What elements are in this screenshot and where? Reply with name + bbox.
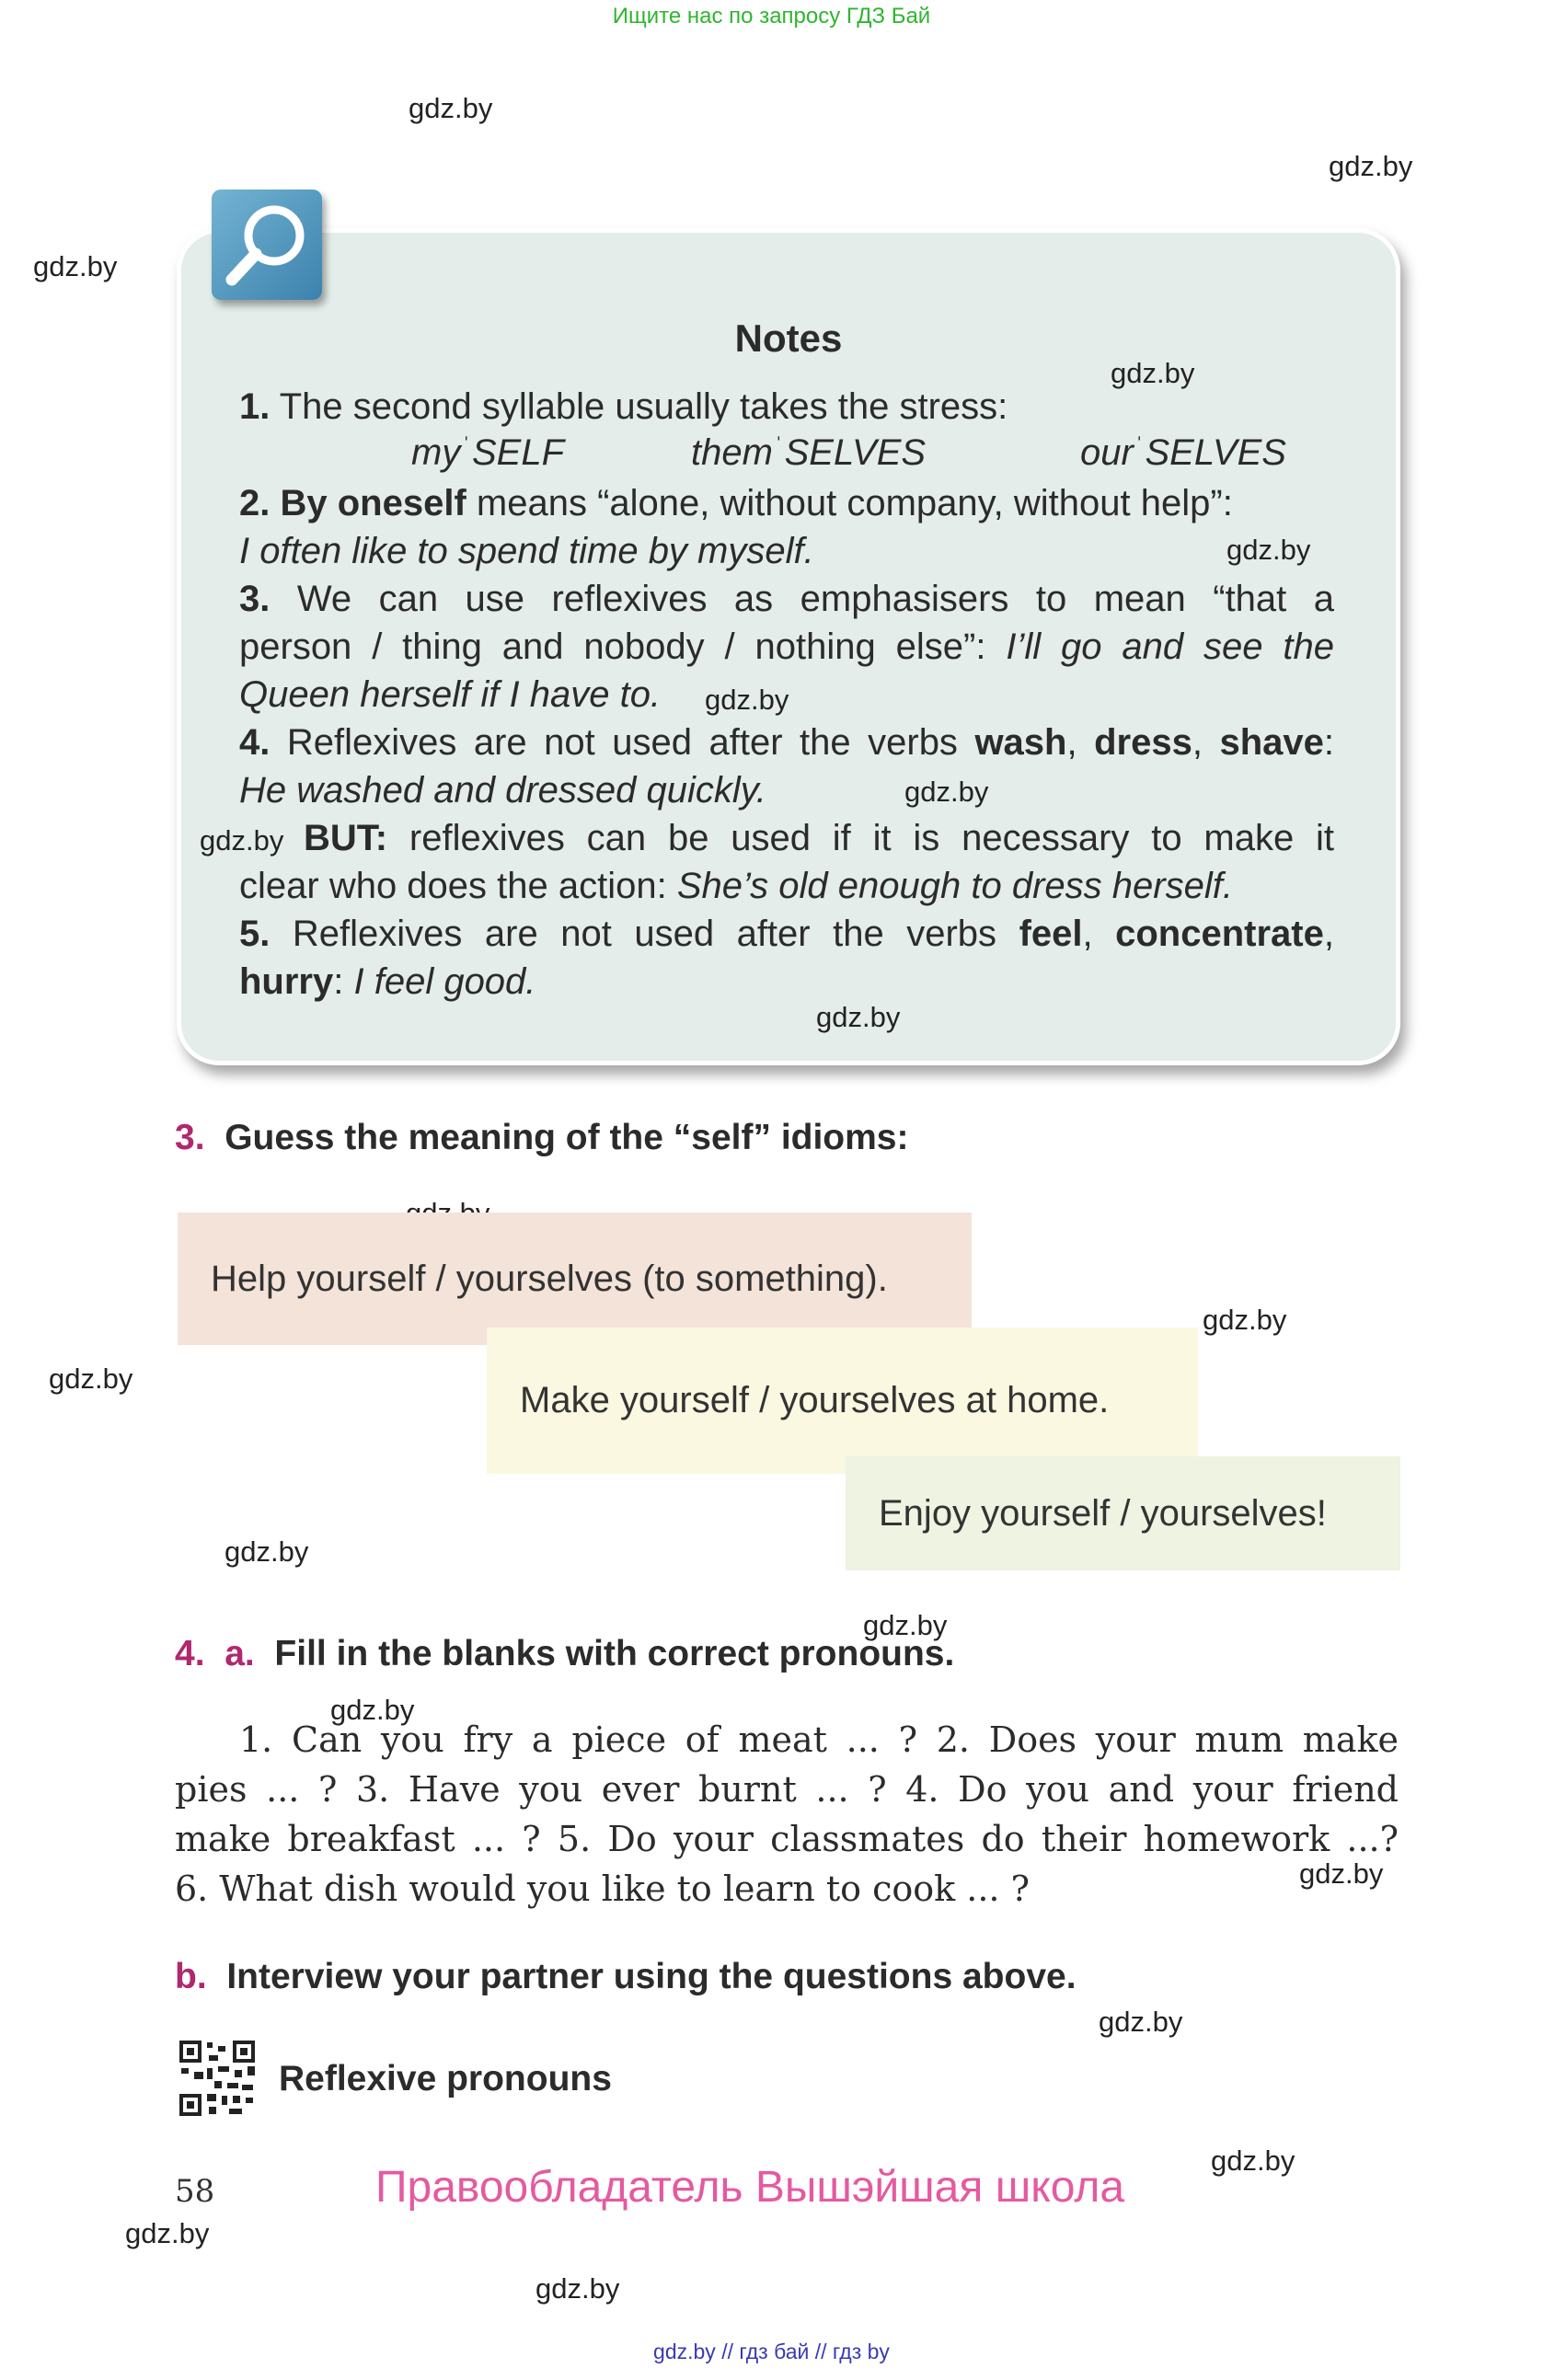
watermark: gdz.by (33, 250, 118, 282)
note-3-line-1: 3. We can use reflexives as emphasisers to mean “that a (239, 579, 1334, 619)
watermark: gdz.by (1329, 150, 1413, 182)
note-number: 1. (239, 386, 271, 427)
watermark: gdz.by (535, 2272, 620, 2305)
exercise-4b-heading: b. Interview your partner using the questions above. (175, 1957, 1077, 1996)
note-4-example: He washed and dressed quickly. (239, 770, 766, 811)
question-line: pies ... ? 3. Have you ever burnt ... ? 4. Do you and your friend (175, 1769, 1399, 1810)
watermark: gdz.by (1111, 357, 1195, 389)
stress-example-ourselves: our$^ˈ$SELVES (1080, 431, 1286, 473)
note-3-line-2: person / thing and nobody / nothing else”: I’ll go and see the (239, 627, 1334, 667)
watermark: gdz.by (705, 684, 789, 716)
idiom-text: Make yourself / yourselves at home. (520, 1380, 1110, 1420)
watermark: gdz.by (125, 2217, 210, 2249)
watermark: gdz.by (1299, 1857, 1384, 1890)
note-but-line-1: BUT: reflexives can be used if it is necessary to make it (304, 818, 1334, 858)
watermark: gdz.by (1203, 1304, 1287, 1336)
idiom-card (487, 1328, 1198, 1474)
question-line: make breakfast ... ? 5. Do your classmates do their homework ...? (175, 1819, 1399, 1859)
qr-code-icon[interactable] (178, 2039, 257, 2118)
watermark: gdz.by (816, 1001, 901, 1033)
magnifier-icon (212, 190, 322, 300)
rights-holder: Правообладатель Вышэйшая школа (375, 2163, 1125, 2212)
note-2: 2. By oneself means “alone, without company, without help”: (239, 483, 1233, 523)
stress-mark: ˈ (462, 431, 470, 459)
watermark: gdz.by (330, 1694, 415, 1726)
page-number: 58 (175, 2173, 215, 2210)
stress-mark: ˈ (774, 431, 783, 459)
watermark: gdz.by (409, 92, 493, 124)
question-line: 1. Can you fry a piece of meat ... ? 2. Does your mum make (239, 1719, 1399, 1760)
idiom-card (178, 1213, 972, 1345)
note-4: 4. Reflexives are not used after the verbs wash, dress, shave: (239, 722, 1334, 763)
watermark: gdz.by (200, 824, 284, 857)
watermark: gdz.by (1226, 534, 1311, 566)
watermark: gdz.by (49, 1362, 133, 1395)
stress-mark: ˈ (1134, 431, 1144, 459)
idiom-text: Help yourself / yourselves (to something). (211, 1258, 888, 1299)
note-2-example: I often like to spend time by myself. (239, 531, 814, 571)
note-5-line-2: hurry: I feel good. (239, 961, 536, 1002)
watermark: gdz.by (904, 776, 989, 808)
exercise-number: 3. (175, 1118, 205, 1157)
note-3-line-3: Queen herself if I have to. (239, 674, 662, 715)
idiom-card (846, 1456, 1400, 1570)
idiom-text: Enjoy yourself / yourselves! (879, 1492, 1327, 1534)
watermark: gdz.by (225, 1535, 309, 1568)
watermark: gdz.by (1099, 2006, 1183, 2038)
exercise-4a-heading: 4. a. Fill in the blanks with correct pronouns. (175, 1634, 955, 1673)
exercise-3-heading (175, 1118, 909, 1158)
top-banner[interactable]: Ищите нас по запросу ГДЗ Бай (612, 4, 931, 29)
note-5: 5. Reflexives are not used after the verbs feel, concentrate, (239, 914, 1334, 954)
stress-example-myself: $my^ˈSELF$ (411, 431, 565, 473)
watermark: gdz.by (863, 1609, 948, 1641)
note-text: The second syllable usually takes the stress: (279, 386, 1008, 427)
exercise-title: Guess the meaning of the “self” idioms: (225, 1118, 909, 1157)
bottom-banner[interactable]: gdz.by // гдз бай // гдз by (653, 2340, 890, 2363)
stress-example-themselves: them$^ˈ$SELVES (691, 431, 927, 473)
note-but-line-2: clear who does the action: She’s old enough to dress herself. (239, 866, 1233, 906)
exercise-4a-questions (175, 1715, 1399, 1914)
notes-title: Notes (734, 316, 843, 360)
reflexive-pronouns-link[interactable]: Reflexive pronouns (279, 2059, 612, 2098)
watermark: gdz.by (1211, 2144, 1295, 2177)
note-1 (239, 383, 1334, 431)
question-line: 6. What dish would you like to learn to cook ... ? (175, 1868, 1030, 1909)
